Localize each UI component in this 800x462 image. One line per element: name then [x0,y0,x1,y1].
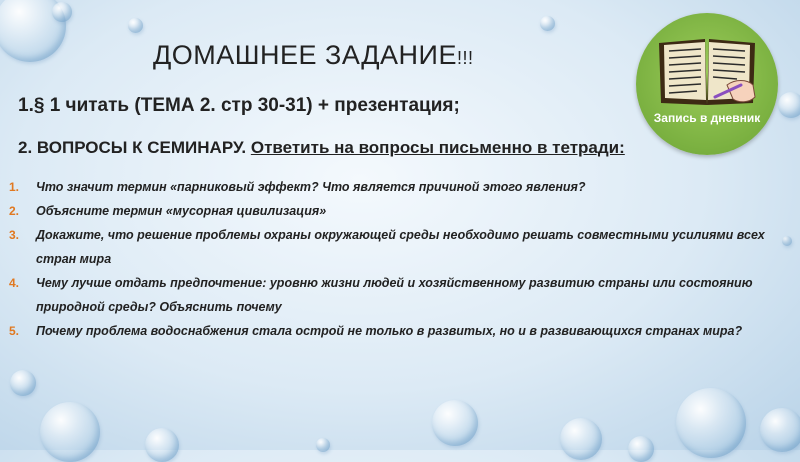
question-text: Объясните термин «мусорная цивилизация» [36,204,327,218]
task-read: 1.§ 1 читать (ТЕМА 2. стр 30-31) + презентация; [18,95,460,116]
water-drop-decoration [10,370,36,396]
question-item [9,199,776,223]
water-drop-decoration [540,16,555,31]
title-exclamation: !!! [456,48,474,68]
page-title [153,40,474,71]
question-item [9,319,776,343]
task-seminar-instruction: Ответить на вопросы письменно в тетради: [250,138,625,157]
water-drop-decoration [560,418,602,460]
water-drop-decoration [760,408,800,452]
question-number: 3. [9,228,20,242]
water-drop-decoration [40,402,100,462]
question-text: Докажите, что решение проблемы охраны окружающей среды необходимо решать совместными усилиями всех стран мира [36,228,765,266]
questions-list [9,175,776,343]
badge-caption: Запись в дневник [653,111,761,125]
question-number: 1. [9,180,20,194]
question-text: Что значит термин «парниковый эффект? Что является причиной этого явления? [36,180,586,194]
water-drop-decoration [676,388,746,458]
question-number: 4. [9,276,20,290]
water-drop-decoration [52,2,72,22]
water-drop-decoration [432,400,478,446]
question-text: Чему лучше отдать предпочтение: уровню жизни людей и хозяйственному развитию страны или состоянию природной среды? Объяснить почему [36,276,753,314]
task-seminar-prefix: 2. ВОПРОСЫ К СЕМИНАРУ. [18,138,251,157]
task-seminar [18,138,625,158]
water-drop-decoration [145,428,179,462]
open-book-writing-icon [657,33,757,109]
question-item [9,271,776,319]
diary-badge [636,13,778,155]
water-drop-decoration [778,92,800,118]
question-item [9,175,776,199]
water-drop-decoration [128,18,143,33]
water-drop-decoration [628,436,654,462]
water-drop-decoration [782,236,792,246]
question-text: Почему проблема водоснабжения стала острой не только в развитых, но и в развивающихся странах мира? [36,324,743,338]
title-text: ДОМАШНЕЕ ЗАДАНИЕ [153,40,457,70]
question-number: 5. [9,324,20,338]
question-item [9,223,776,271]
question-number: 2. [9,204,20,218]
